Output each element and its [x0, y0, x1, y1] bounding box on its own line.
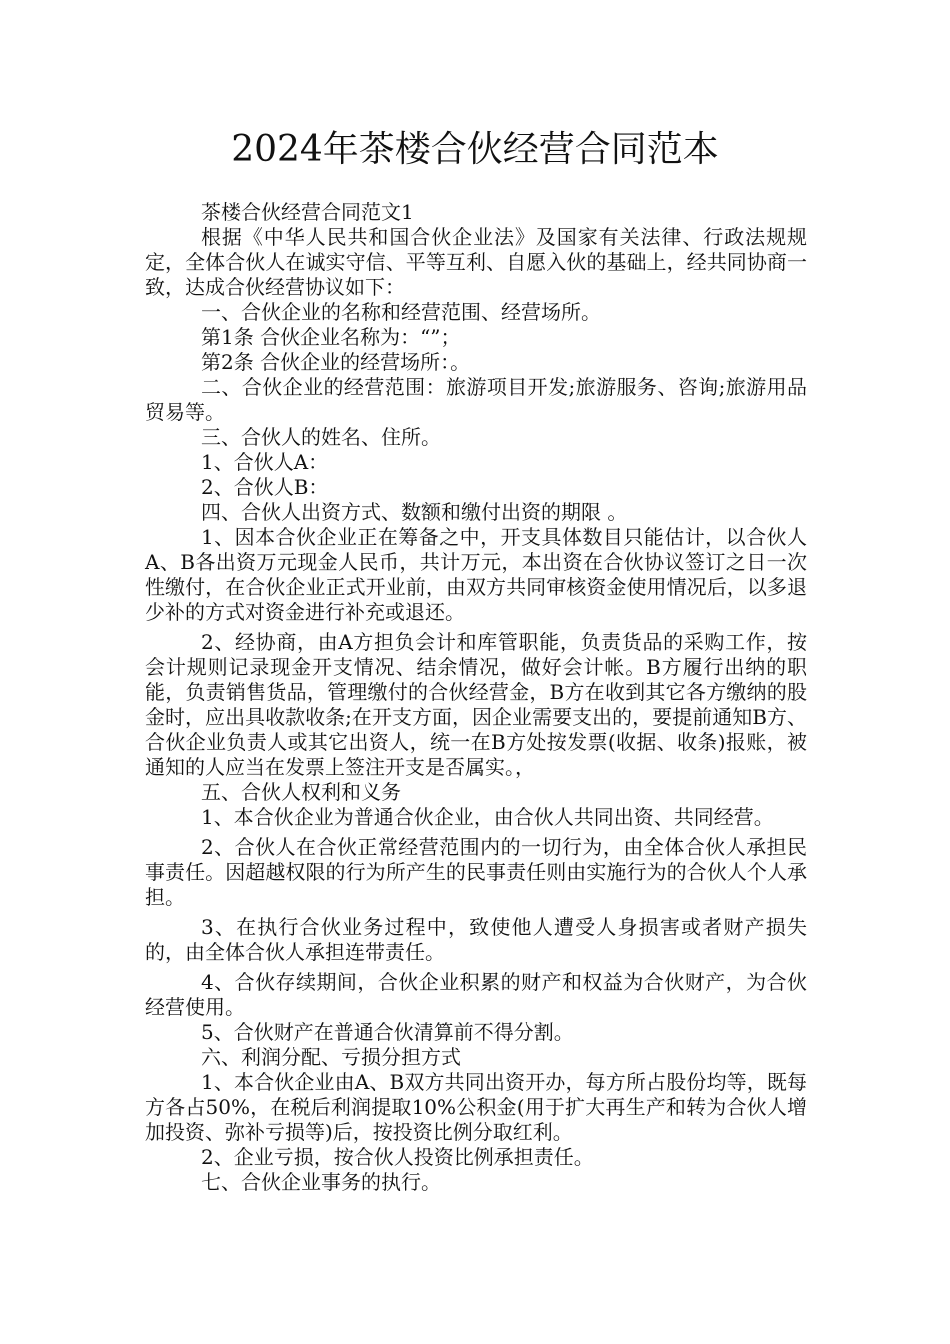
- contribution-clause-1: 1、因本合伙企业正在筹备之中，开支具体数目只能估计，以合伙人A、B各出资万元现金人民币，共计万元，本出资在合伙协议签订之日一次性缴付，在合伙企业正式开业前，由双方共同审核资金使用情况后，以多退少补的方式对资金进行补充或退还。: [145, 525, 807, 624]
- article-2: 第2条 合伙企业的经营场所：。: [201, 350, 471, 374]
- section-heading-5: 五、合伙人权利和义务: [201, 780, 401, 804]
- document-body: [145, 200, 807, 1195]
- rights-clause-1: 1、本合伙企业为普通合伙企业，由合伙人共同出资、共同经营。: [201, 805, 774, 829]
- profit-clause-1: 1、本合伙企业由A、B双方共同出资开办，每方所占股份均等，既每方各占50%，在税后利润提取10%公积金(用于扩大再生产和转为合伙人增加投资、弥补亏损等)后，按投资比例分取红利。: [145, 1070, 807, 1144]
- section-heading-7: 七、合伙企业事务的执行。: [201, 1170, 441, 1194]
- rights-clause-5: 5、合伙财产在普通合伙清算前不得分割。: [201, 1020, 574, 1044]
- section-heading-4: 四、合伙人出资方式、数额和缴付出资的期限 。: [201, 500, 628, 524]
- rights-clause-3: 3、在执行合伙业务过程中，致使他人遭受人身损害或者财产损失的，由全体合伙人承担连带责任。: [145, 915, 807, 964]
- rights-clause-4: 4、合伙存续期间，合伙企业积累的财产和权益为合伙财产，为合伙经营使用。: [145, 970, 807, 1019]
- paragraph-intro-heading: 茶楼合伙经营合同范文1: [201, 200, 414, 224]
- section-heading-1: 一、合伙企业的名称和经营范围、经营场所。: [201, 300, 601, 324]
- section-heading-3: 三、合伙人的姓名、住所。: [201, 425, 441, 449]
- document-title: 2024年茶楼合伙经营合同范本: [231, 129, 719, 170]
- section-heading-6: 六、利润分配、亏损分担方式: [201, 1045, 461, 1069]
- partner-b: 2、合伙人B：: [201, 475, 329, 499]
- paragraph-preamble: 根据《中华人民共和国合伙企业法》及国家有关法律、行政法规规定，全体合伙人在诚实守信、平等互利、自愿入伙的基础上，经共同协商一致，达成合伙经营协议如下：: [145, 225, 807, 299]
- partner-a: 1、合伙人A：: [201, 450, 329, 474]
- article-1: 第1条 合伙企业名称为：“”；: [201, 325, 461, 349]
- section-heading-2: 二、合伙企业的经营范围：旅游项目开发;旅游服务、咨询;旅游用品贸易等。: [145, 375, 807, 424]
- contribution-clause-2: 2、经协商，由A方担负会计和库管职能，负责货品的采购工作，按会计规则记录现金开支情况、结余情况，做好会计帐。B方履行出纳的职能，负责销售货品，管理缴付的合伙经营金，B方在收到其它各方缴纳的股金时，应出具收款收条;在开支方面，因企业需要支出的，要提前通知B方、合伙企业负责人或其它出资人，统一在B方处按发票(收据、收条)报账，被通知的人应当在发票上签注开支是否属实。，: [145, 630, 807, 779]
- profit-clause-2: 2、企业亏损，按合伙人投资比例承担责任。: [201, 1145, 594, 1169]
- rights-clause-2: 2、合伙人在合伙正常经营范围内的一切行为，由全体合伙人承担民事责任。因超越权限的行为所产生的民事责任则由实施行为的合伙人个人承担。: [145, 835, 807, 909]
